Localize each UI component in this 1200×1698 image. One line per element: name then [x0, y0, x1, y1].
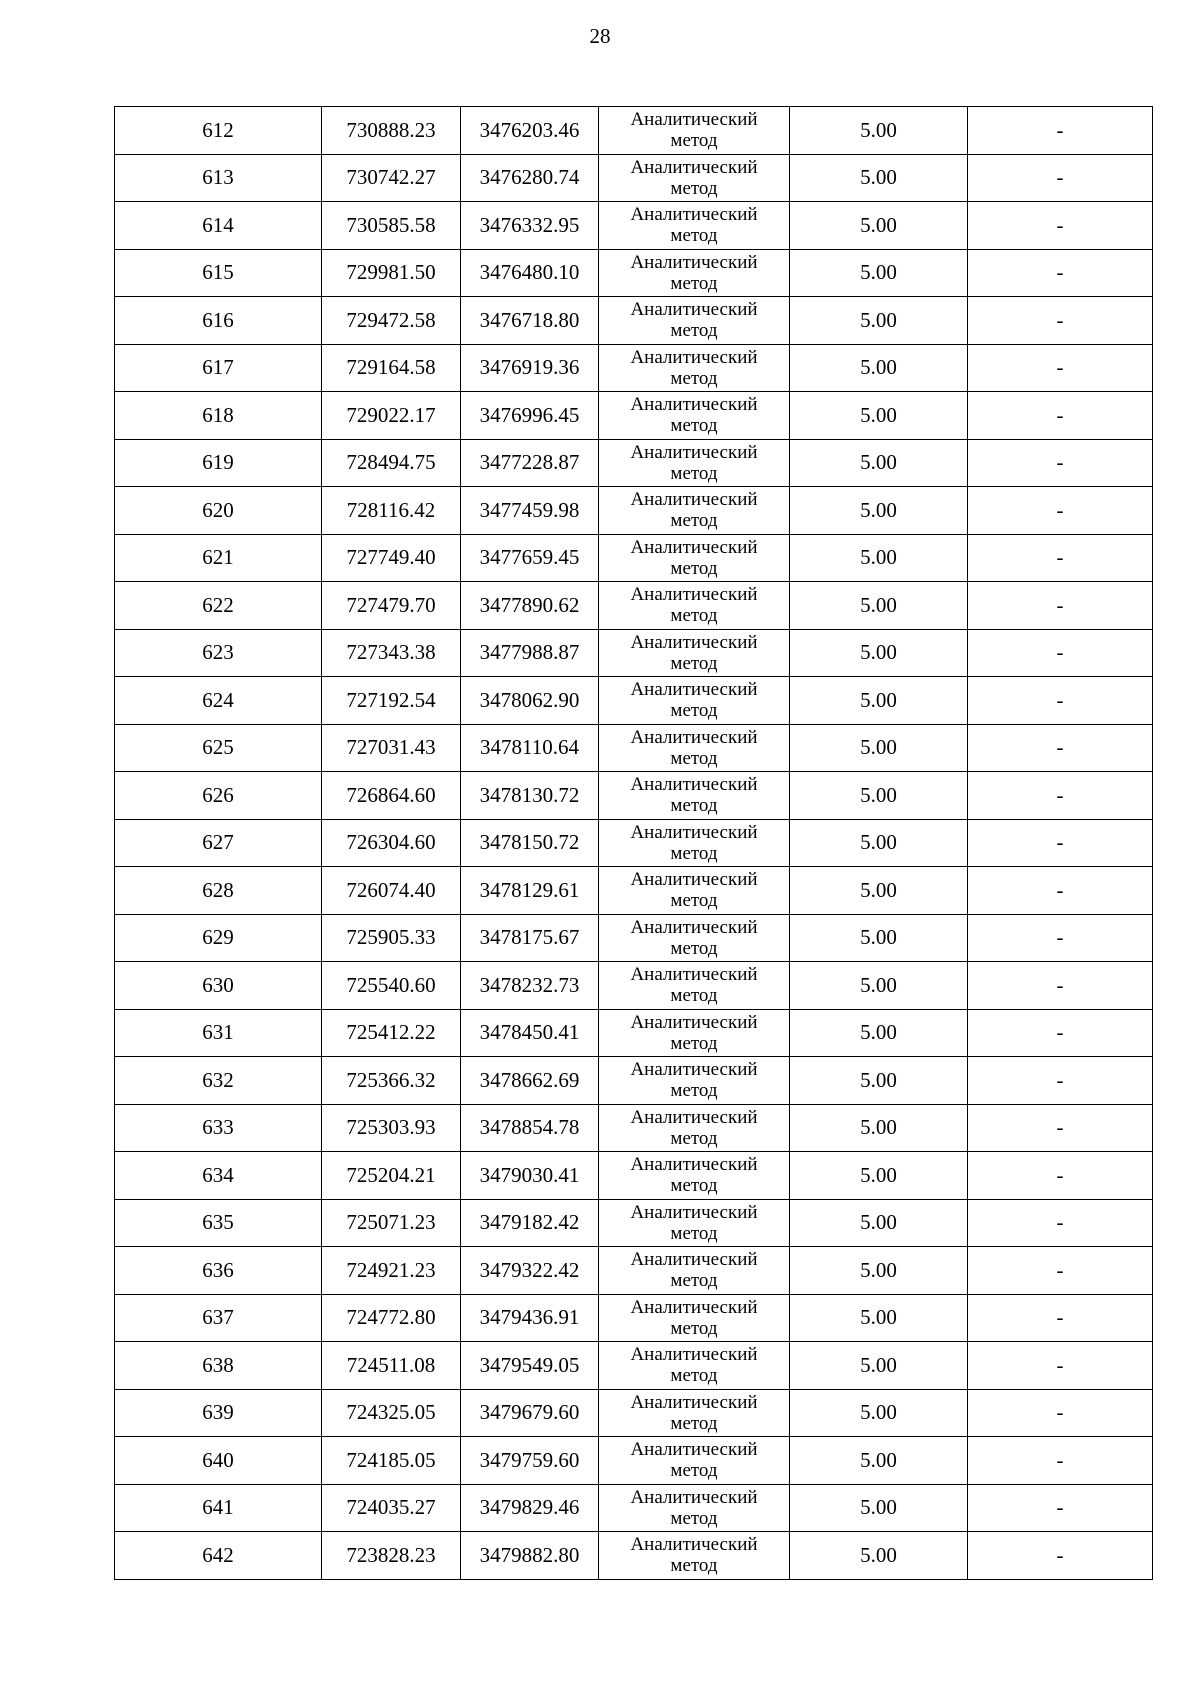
method-cell	[599, 1009, 790, 1057]
point-number-cell: 615	[115, 249, 322, 297]
note-cell: -	[968, 249, 1153, 297]
x-coordinate-cell: 729022.17	[322, 392, 461, 440]
point-number-cell: 628	[115, 867, 322, 915]
method-cell	[599, 819, 790, 867]
note-cell: -	[968, 1247, 1153, 1295]
method-cell	[599, 1104, 790, 1152]
table-row	[115, 677, 1153, 725]
note-cell: -	[968, 1484, 1153, 1532]
x-coordinate-cell: 725905.33	[322, 914, 461, 962]
y-coordinate-cell: 3479549.05	[461, 1342, 599, 1390]
method-line-2: метод	[670, 1270, 718, 1292]
method-cell	[599, 249, 790, 297]
method-line-1: Аналитический	[630, 1344, 758, 1366]
method-line-1: Аналитический	[630, 441, 758, 463]
method-line-2: метод	[670, 1507, 718, 1529]
method-line-1: Аналитический	[630, 1249, 758, 1271]
table-row	[115, 582, 1153, 630]
method-line-2: метод	[670, 605, 718, 627]
point-number-cell: 631	[115, 1009, 322, 1057]
method-line-1: Аналитический	[630, 584, 758, 606]
method-cell	[599, 534, 790, 582]
method-cell	[599, 867, 790, 915]
y-coordinate-cell: 3478130.72	[461, 772, 599, 820]
method-line-2: метод	[670, 1080, 718, 1102]
x-coordinate-cell: 727343.38	[322, 629, 461, 677]
method-cell	[599, 677, 790, 725]
method-cell	[599, 1057, 790, 1105]
table-row	[115, 1009, 1153, 1057]
x-coordinate-cell: 724185.05	[322, 1437, 461, 1485]
x-coordinate-cell: 725071.23	[322, 1199, 461, 1247]
accuracy-cell: 5.00	[790, 1437, 968, 1485]
table-row	[115, 439, 1153, 487]
method-line-1: Аналитический	[630, 1486, 758, 1508]
x-coordinate-cell: 725366.32	[322, 1057, 461, 1105]
x-coordinate-cell: 724511.08	[322, 1342, 461, 1390]
point-number-cell: 641	[115, 1484, 322, 1532]
accuracy-cell: 5.00	[790, 677, 968, 725]
note-cell: -	[968, 344, 1153, 392]
point-number-cell: 632	[115, 1057, 322, 1105]
note-cell: -	[968, 724, 1153, 772]
method-line-1: Аналитический	[630, 1296, 758, 1318]
method-line-1: Аналитический	[630, 869, 758, 891]
accuracy-cell: 5.00	[790, 1104, 968, 1152]
accuracy-cell: 5.00	[790, 202, 968, 250]
point-number-cell: 620	[115, 487, 322, 535]
note-cell: -	[968, 487, 1153, 535]
y-coordinate-cell: 3476480.10	[461, 249, 599, 297]
accuracy-cell: 5.00	[790, 724, 968, 772]
note-cell: -	[968, 582, 1153, 630]
note-cell: -	[968, 1532, 1153, 1580]
note-cell: -	[968, 867, 1153, 915]
method-line-1: Аналитический	[630, 394, 758, 416]
method-line-1: Аналитический	[630, 1154, 758, 1176]
x-coordinate-cell: 726864.60	[322, 772, 461, 820]
method-line-1: Аналитический	[630, 916, 758, 938]
method-line-1: Аналитический	[630, 251, 758, 273]
note-cell: -	[968, 629, 1153, 677]
y-coordinate-cell: 3479030.41	[461, 1152, 599, 1200]
method-line-1: Аналитический	[630, 821, 758, 843]
x-coordinate-cell: 727031.43	[322, 724, 461, 772]
method-line-1: Аналитический	[630, 346, 758, 368]
method-line-2: метод	[670, 1460, 718, 1482]
y-coordinate-cell: 3478110.64	[461, 724, 599, 772]
y-coordinate-cell: 3478150.72	[461, 819, 599, 867]
method-line-2: метод	[670, 320, 718, 342]
method-cell	[599, 1199, 790, 1247]
x-coordinate-cell: 729472.58	[322, 297, 461, 345]
table-row	[115, 1294, 1153, 1342]
point-number-cell: 638	[115, 1342, 322, 1390]
x-coordinate-cell: 729981.50	[322, 249, 461, 297]
y-coordinate-cell: 3478175.67	[461, 914, 599, 962]
y-coordinate-cell: 3476332.95	[461, 202, 599, 250]
y-coordinate-cell: 3478662.69	[461, 1057, 599, 1105]
method-line-2: метод	[670, 890, 718, 912]
note-cell: -	[968, 962, 1153, 1010]
method-cell	[599, 154, 790, 202]
method-line-1: Аналитический	[630, 774, 758, 796]
method-cell	[599, 439, 790, 487]
method-cell	[599, 202, 790, 250]
table-row	[115, 914, 1153, 962]
note-cell: -	[968, 1437, 1153, 1485]
note-cell: -	[968, 439, 1153, 487]
coordinates-table	[114, 106, 1153, 1580]
table-row	[115, 819, 1153, 867]
table-row	[115, 392, 1153, 440]
note-cell: -	[968, 1152, 1153, 1200]
table-row	[115, 1437, 1153, 1485]
method-line-1: Аналитический	[630, 1011, 758, 1033]
method-line-2: метод	[670, 652, 718, 674]
y-coordinate-cell: 3479882.80	[461, 1532, 599, 1580]
x-coordinate-cell: 730742.27	[322, 154, 461, 202]
point-number-cell: 629	[115, 914, 322, 962]
method-line-1: Аналитический	[630, 631, 758, 653]
note-cell: -	[968, 107, 1153, 155]
table-row	[115, 1152, 1153, 1200]
method-line-2: метод	[670, 985, 718, 1007]
point-number-cell: 635	[115, 1199, 322, 1247]
accuracy-cell: 5.00	[790, 297, 968, 345]
x-coordinate-cell: 723828.23	[322, 1532, 461, 1580]
x-coordinate-cell: 724921.23	[322, 1247, 461, 1295]
method-line-2: метод	[670, 225, 718, 247]
point-number-cell: 640	[115, 1437, 322, 1485]
method-cell	[599, 1389, 790, 1437]
table-row	[115, 344, 1153, 392]
point-number-cell: 639	[115, 1389, 322, 1437]
method-cell	[599, 1484, 790, 1532]
accuracy-cell: 5.00	[790, 1199, 968, 1247]
x-coordinate-cell: 730888.23	[322, 107, 461, 155]
x-coordinate-cell: 727749.40	[322, 534, 461, 582]
table-row	[115, 154, 1153, 202]
note-cell: -	[968, 914, 1153, 962]
table-row	[115, 1532, 1153, 1580]
method-line-1: Аналитический	[630, 204, 758, 226]
point-number-cell: 623	[115, 629, 322, 677]
note-cell: -	[968, 677, 1153, 725]
note-cell: -	[968, 1389, 1153, 1437]
accuracy-cell: 5.00	[790, 1342, 968, 1390]
point-number-cell: 634	[115, 1152, 322, 1200]
method-line-2: метод	[670, 1365, 718, 1387]
coordinates-table-body	[115, 107, 1153, 1580]
accuracy-cell: 5.00	[790, 962, 968, 1010]
y-coordinate-cell: 3477228.87	[461, 439, 599, 487]
accuracy-cell: 5.00	[790, 629, 968, 677]
accuracy-cell: 5.00	[790, 867, 968, 915]
x-coordinate-cell: 724772.80	[322, 1294, 461, 1342]
point-number-cell: 618	[115, 392, 322, 440]
y-coordinate-cell: 3476996.45	[461, 392, 599, 440]
point-number-cell: 636	[115, 1247, 322, 1295]
x-coordinate-cell: 728116.42	[322, 487, 461, 535]
accuracy-cell: 5.00	[790, 1152, 968, 1200]
method-line-2: метод	[670, 462, 718, 484]
table-row	[115, 1247, 1153, 1295]
y-coordinate-cell: 3477890.62	[461, 582, 599, 630]
table-row	[115, 297, 1153, 345]
x-coordinate-cell: 725540.60	[322, 962, 461, 1010]
method-line-2: метод	[670, 747, 718, 769]
method-cell	[599, 1247, 790, 1295]
accuracy-cell: 5.00	[790, 819, 968, 867]
point-number-cell: 637	[115, 1294, 322, 1342]
note-cell: -	[968, 534, 1153, 582]
method-cell	[599, 1437, 790, 1485]
method-line-1: Аналитический	[630, 489, 758, 511]
point-number-cell: 622	[115, 582, 322, 630]
x-coordinate-cell: 729164.58	[322, 344, 461, 392]
method-cell	[599, 1532, 790, 1580]
accuracy-cell: 5.00	[790, 1532, 968, 1580]
method-line-1: Аналитический	[630, 536, 758, 558]
accuracy-cell: 5.00	[790, 1009, 968, 1057]
point-number-cell: 630	[115, 962, 322, 1010]
accuracy-cell: 5.00	[790, 534, 968, 582]
accuracy-cell: 5.00	[790, 154, 968, 202]
method-line-1: Аналитический	[630, 964, 758, 986]
point-number-cell: 625	[115, 724, 322, 772]
method-line-2: метод	[670, 557, 718, 579]
accuracy-cell: 5.00	[790, 107, 968, 155]
table-row	[115, 107, 1153, 155]
x-coordinate-cell: 724325.05	[322, 1389, 461, 1437]
x-coordinate-cell: 728494.75	[322, 439, 461, 487]
method-line-2: метод	[670, 700, 718, 722]
point-number-cell: 642	[115, 1532, 322, 1580]
table-row	[115, 249, 1153, 297]
table-row	[115, 1389, 1153, 1437]
method-cell	[599, 914, 790, 962]
y-coordinate-cell: 3479679.60	[461, 1389, 599, 1437]
point-number-cell: 633	[115, 1104, 322, 1152]
method-cell	[599, 582, 790, 630]
method-line-2: метод	[670, 272, 718, 294]
x-coordinate-cell: 725303.93	[322, 1104, 461, 1152]
table-row	[115, 1342, 1153, 1390]
method-line-2: метод	[670, 1127, 718, 1149]
accuracy-cell: 5.00	[790, 1484, 968, 1532]
y-coordinate-cell: 3477659.45	[461, 534, 599, 582]
y-coordinate-cell: 3476280.74	[461, 154, 599, 202]
method-cell	[599, 1342, 790, 1390]
page-number: 28	[589, 24, 611, 48]
accuracy-cell: 5.00	[790, 1247, 968, 1295]
x-coordinate-cell: 727192.54	[322, 677, 461, 725]
x-coordinate-cell: 724035.27	[322, 1484, 461, 1532]
y-coordinate-cell: 3478854.78	[461, 1104, 599, 1152]
note-cell: -	[968, 819, 1153, 867]
accuracy-cell: 5.00	[790, 1057, 968, 1105]
method-line-2: метод	[670, 1555, 718, 1577]
method-line-1: Аналитический	[630, 679, 758, 701]
table-row	[115, 1057, 1153, 1105]
y-coordinate-cell: 3479436.91	[461, 1294, 599, 1342]
x-coordinate-cell: 726074.40	[322, 867, 461, 915]
table-row	[115, 1199, 1153, 1247]
y-coordinate-cell: 3476919.36	[461, 344, 599, 392]
accuracy-cell: 5.00	[790, 487, 968, 535]
point-number-cell: 613	[115, 154, 322, 202]
method-line-1: Аналитический	[630, 109, 758, 131]
y-coordinate-cell: 3479322.42	[461, 1247, 599, 1295]
accuracy-cell: 5.00	[790, 439, 968, 487]
method-line-2: метод	[670, 510, 718, 532]
method-line-1: Аналитический	[630, 726, 758, 748]
note-cell: -	[968, 1057, 1153, 1105]
method-cell	[599, 344, 790, 392]
note-cell: -	[968, 1294, 1153, 1342]
y-coordinate-cell: 3477988.87	[461, 629, 599, 677]
method-line-2: метод	[670, 1412, 718, 1434]
accuracy-cell: 5.00	[790, 772, 968, 820]
accuracy-cell: 5.00	[790, 582, 968, 630]
method-line-1: Аналитический	[630, 156, 758, 178]
table-row	[115, 962, 1153, 1010]
y-coordinate-cell: 3478232.73	[461, 962, 599, 1010]
point-number-cell: 624	[115, 677, 322, 725]
point-number-cell: 614	[115, 202, 322, 250]
note-cell: -	[968, 1342, 1153, 1390]
point-number-cell: 617	[115, 344, 322, 392]
accuracy-cell: 5.00	[790, 1294, 968, 1342]
x-coordinate-cell: 727479.70	[322, 582, 461, 630]
note-cell: -	[968, 392, 1153, 440]
y-coordinate-cell: 3478129.61	[461, 867, 599, 915]
method-cell	[599, 107, 790, 155]
method-line-2: метод	[670, 1175, 718, 1197]
y-coordinate-cell: 3478062.90	[461, 677, 599, 725]
table-row	[115, 772, 1153, 820]
method-cell	[599, 629, 790, 677]
accuracy-cell: 5.00	[790, 344, 968, 392]
table-row	[115, 202, 1153, 250]
y-coordinate-cell: 3479182.42	[461, 1199, 599, 1247]
method-cell	[599, 297, 790, 345]
accuracy-cell: 5.00	[790, 1389, 968, 1437]
method-line-2: метод	[670, 415, 718, 437]
table-row	[115, 487, 1153, 535]
method-cell	[599, 392, 790, 440]
x-coordinate-cell: 726304.60	[322, 819, 461, 867]
method-line-2: метод	[670, 937, 718, 959]
method-cell	[599, 1152, 790, 1200]
note-cell: -	[968, 1199, 1153, 1247]
point-number-cell: 626	[115, 772, 322, 820]
method-line-1: Аналитический	[630, 299, 758, 321]
method-cell	[599, 962, 790, 1010]
method-line-2: метод	[670, 1222, 718, 1244]
table-row	[115, 629, 1153, 677]
method-line-2: метод	[670, 177, 718, 199]
point-number-cell: 627	[115, 819, 322, 867]
note-cell: -	[968, 202, 1153, 250]
y-coordinate-cell: 3476718.80	[461, 297, 599, 345]
y-coordinate-cell: 3477459.98	[461, 487, 599, 535]
method-line-1: Аналитический	[630, 1391, 758, 1413]
table-row	[115, 1104, 1153, 1152]
x-coordinate-cell: 725204.21	[322, 1152, 461, 1200]
point-number-cell: 612	[115, 107, 322, 155]
table-row	[115, 1484, 1153, 1532]
point-number-cell: 619	[115, 439, 322, 487]
point-number-cell: 616	[115, 297, 322, 345]
method-cell	[599, 772, 790, 820]
method-line-1: Аналитический	[630, 1201, 758, 1223]
method-line-1: Аналитический	[630, 1439, 758, 1461]
method-line-1: Аналитический	[630, 1534, 758, 1556]
accuracy-cell: 5.00	[790, 914, 968, 962]
accuracy-cell: 5.00	[790, 249, 968, 297]
y-coordinate-cell: 3476203.46	[461, 107, 599, 155]
method-line-2: метод	[670, 1317, 718, 1339]
note-cell: -	[968, 154, 1153, 202]
note-cell: -	[968, 1104, 1153, 1152]
method-cell	[599, 487, 790, 535]
table-row	[115, 724, 1153, 772]
y-coordinate-cell: 3478450.41	[461, 1009, 599, 1057]
x-coordinate-cell: 725412.22	[322, 1009, 461, 1057]
method-line-2: метод	[670, 795, 718, 817]
method-line-2: метод	[670, 367, 718, 389]
method-line-2: метод	[670, 1032, 718, 1054]
y-coordinate-cell: 3479759.60	[461, 1437, 599, 1485]
table-row	[115, 534, 1153, 582]
point-number-cell: 621	[115, 534, 322, 582]
x-coordinate-cell: 730585.58	[322, 202, 461, 250]
y-coordinate-cell: 3479829.46	[461, 1484, 599, 1532]
method-line-2: метод	[670, 130, 718, 152]
method-line-1: Аналитический	[630, 1106, 758, 1128]
method-line-2: метод	[670, 842, 718, 864]
method-cell	[599, 1294, 790, 1342]
note-cell: -	[968, 297, 1153, 345]
method-cell	[599, 724, 790, 772]
method-line-1: Аналитический	[630, 1059, 758, 1081]
accuracy-cell: 5.00	[790, 392, 968, 440]
note-cell: -	[968, 1009, 1153, 1057]
note-cell: -	[968, 772, 1153, 820]
table-row	[115, 867, 1153, 915]
